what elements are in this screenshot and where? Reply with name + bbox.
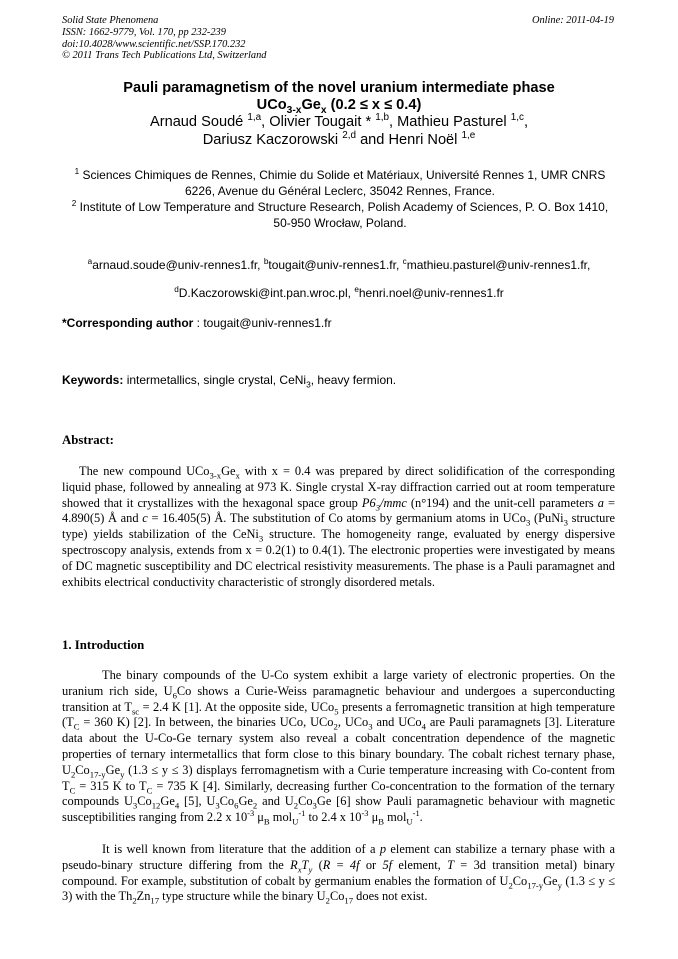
author-list: Arnaud Soudé $^{1,a}$, Olivier Tougait * $^{1,b}$, Mathieu Pasturel $^{1,c}$, Dariusz Kaczorowski $^{2,d}$ and Henri Noël $^{1,e}$ — [149, 112, 528, 148]
affiliation-2: $^2$ Institute of Low Temperature and Structure Research, Polish Academy of Sciences, P. O. Box 1410, 50-950 Wrocław, Poland. — [71, 199, 609, 230]
abstract-text: The new compound $UCo_{3-x}Ge_x$ with x = 0.4 was prepared by direct solidification of the corresponding liquid phase, followed by annealing at 973 K. Single crystal X-ray diffraction carried out at room temperature showed that it crystallizes with the hexagonal space group $P6_3$/mmc (n°194) and the unit-cell parameters a = 4.890(5) Å and c = 16.405(5) Å. The substitution of Co atoms by germanium atoms in UCo$_3$ (PuNi$_3$ structure type) yields stabilization of the CeNi$_3$ structure. The homogeneity range, evaluated by energy dispersive spectroscopy analysis, extends from x = 0.2(1) to 0.4(1). The electronic properties were investigated by means of DC magnetic susceptibility and DC electrical resistivity measurements. The phase is a Pauli paramagnet and exhibits electrical conductivity characteristic of strongly disordered metals. — [62, 464, 615, 589]
email-link[interactable]: arnaud.soude@univ-rennes1.fr, — [92, 258, 264, 272]
doi-line: doi:10.4028/www.scientific.net/SSP.170.232 — [62, 38, 246, 50]
paper-title: Pauli paramagnetism of the novel uranium intermediate phase $UCo_{3-x}Ge_x$ (0.2 ≤ x ≤ 0.4) — [123, 80, 555, 116]
affiliations — [70, 167, 610, 231]
running-header — [62, 15, 266, 62]
journal-name: Solid State Phenomena — [62, 15, 159, 26]
keywords: Keywords: intermetallics, single crystal, CeNi$_3$, heavy fermion. — [62, 373, 397, 390]
email-line-2: $^d$D.Kaczorowski@int.pan.wroc.pl, $^e$henri.noel@univ-rennes1.fr — [174, 285, 504, 300]
introduction-paragraph-2: It is well known from literature that the addition of a p element can stabilize a ternary phase with a pseudo-binary structure differing from the $R_xT_y$ (R = 4f or 5f element, T = 3d transition metal) binary compound. For example, substitution of cobalt by germanium enables the formation of $U_2Co_{17-y}Ge_y$ (1.3 ≤ y ≤ 3) with the $Th_2Zn_{17}$ type structure while the binary $U_2Co_{17}$ does not exist. — [62, 842, 615, 906]
email-link[interactable]: mathieu.pasturel@univ-rennes1.fr, — [406, 258, 591, 272]
affiliation-1: $^1$ Sciences Chimiques de Rennes, Chimie du Solide et Matériaux, Université Rennes 1, UMR CNRS 6226, Avenue du Général Leclerc, 35042 Rennes, France. — [74, 167, 606, 198]
corresponding-author: *Corresponding author : tougait@univ-rennes1.fr — [62, 316, 332, 330]
email-link[interactable]: tougait@univ-rennes1.fr, — [268, 258, 403, 272]
issn-line: ISSN: 1662-9779, Vol. 170, pp 232-239 — [62, 26, 226, 38]
introduction-heading: 1. Introduction — [62, 638, 145, 652]
email-line-1: $^a$arnaud.soude@univ-rennes1.fr, $^b$tougait@univ-rennes1.fr, $^c$mathieu.pasturel@univ-rennes1.fr, — [87, 257, 591, 272]
abstract-heading: Abstract: — [62, 433, 114, 447]
email-link[interactable]: henri.noel@univ-rennes1.fr — [358, 286, 504, 300]
online-date: Online: 2011-04-19 — [531, 15, 614, 26]
email-link[interactable]: D.Kaczorowski@int.pan.wroc.pl, — [178, 286, 355, 300]
introduction-paragraph-1: The binary compounds of the U-Co system exhibit a large variety of electronic properties. On the uranium rich side, $U_6Co$ shows a Curie-Weiss paramagnetic behaviour and undergoes a superconducting transition at $T_{sc} = 2.4$ K [1]. At the opposite side, UCo$_5$ presents a ferromagnetic transition at high temperature ($T_C = 360$ K) [2]. In between, the binaries UCo, UCo$_2$, UCo$_3$ and UCo$_4$ are Pauli paramagnets [3]. Literature data about the U-Co-Ge ternary system also reveal a cobalt concentration dependence of the magnetic properties of ternary intermetallics that form close to this binary boundary. The cobalt richest ternary phase, $U_2Co_{17-y}Ge_y$ (1.3 ≤ y ≤ 3) displays ferromagnetism with a Curie temperature increasing with Co-content from $T_C = 315$ K to $T_C = 735$ K [4]. Similarly, decreasing further Co-concentration to the formation of the ternary compounds $U_3Co_{12}Ge_4$ [5], $U_3Co_6Ge_2$ and $U_2Co_3Ge$ [6] show Pauli paramagnetic behaviour with magnetic susceptibilities ranging from 2.2 x $10^{-3}$ $\mu_B$ mol$_U^{-1}$ to 2.4 x $10^{-3}$ $\mu_B$ mol$_U^{-1}$. — [62, 668, 616, 827]
copyright-line: © 2011 Trans Tech Publications Ltd, Switzerland — [62, 50, 267, 62]
